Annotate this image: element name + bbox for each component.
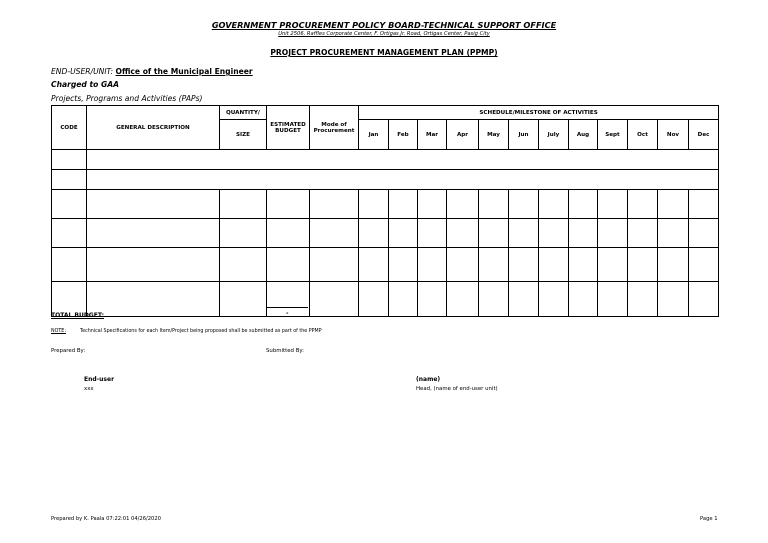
- month-jul: July: [539, 120, 569, 150]
- col-description: GENERAL DESCRIPTION: [87, 106, 220, 150]
- col-code: CODE: [52, 106, 87, 150]
- total-budget-value: -: [286, 310, 289, 317]
- end-user-value: Office of the Municipal Engineer: [115, 67, 253, 76]
- table-row: [52, 248, 719, 282]
- month-dec: Dec: [689, 120, 719, 150]
- col-schedule: SCHEDULE/MILESTONE OF ACTIVITIES: [359, 106, 719, 120]
- head-signatory-sub: Head, (name of end-user unit): [416, 386, 498, 392]
- total-budget-line: [266, 307, 308, 308]
- end-user-signatory-sub: xxx: [84, 386, 94, 392]
- month-jan: Jan: [359, 120, 389, 150]
- prepared-by-label: Prepared By:: [51, 348, 86, 354]
- table-row: [52, 219, 719, 248]
- table-row: [52, 190, 719, 219]
- month-feb: Feb: [389, 120, 418, 150]
- month-apr: Apr: [447, 120, 479, 150]
- org-address: Unit 2506, Raffles Corporate Center, F. Ortigas Jr. Road, Ortigas Center, Pasig City: [278, 31, 490, 37]
- end-user-line: [51, 67, 253, 76]
- note-label: NOTE:: [51, 329, 66, 334]
- col-size: SIZE: [220, 120, 267, 150]
- month-aug: Aug: [569, 120, 598, 150]
- end-user-label: END-USER/UNIT:: [51, 67, 114, 76]
- head-signatory: (name): [416, 376, 441, 383]
- month-nov: Nov: [658, 120, 689, 150]
- table-row: [52, 170, 719, 190]
- col-budget: ESTIMATED BUDGET: [267, 106, 310, 150]
- note-text: Technical Specifications for each Item/Project being proposed shall be submitted as part of the PPMP: [80, 329, 322, 334]
- month-mar: Mar: [418, 120, 447, 150]
- table-row: [52, 150, 719, 170]
- document-title: PROJECT PROCUREMENT MANAGEMENT PLAN (PPMP): [270, 48, 498, 57]
- month-jun: Jun: [509, 120, 539, 150]
- total-budget-label: TOTAL BUDGET:: [51, 312, 104, 319]
- footer-prepared: Prepared by K. Paala 07:22:01 04/26/2020: [51, 516, 161, 522]
- submitted-by-label: Submitted By:: [266, 348, 304, 354]
- charged-to: Charged to GAA: [51, 80, 119, 89]
- page-number: Page 1: [700, 516, 718, 522]
- month-oct: Oct: [628, 120, 658, 150]
- month-sept: Sept: [598, 120, 628, 150]
- table-row: [52, 282, 719, 317]
- month-may: May: [479, 120, 509, 150]
- org-title: GOVERNMENT PROCUREMENT POLICY BOARD-TECHNICAL SUPPORT OFFICE: [211, 20, 557, 30]
- col-quantity: QUANTITY/: [220, 106, 267, 120]
- end-user-signatory: End-user: [84, 376, 115, 383]
- paps-label: Projects, Programs and Activities (PAPs): [51, 94, 203, 103]
- ppmp-table: [51, 105, 719, 317]
- col-mode: Mode of Procurement: [310, 106, 359, 150]
